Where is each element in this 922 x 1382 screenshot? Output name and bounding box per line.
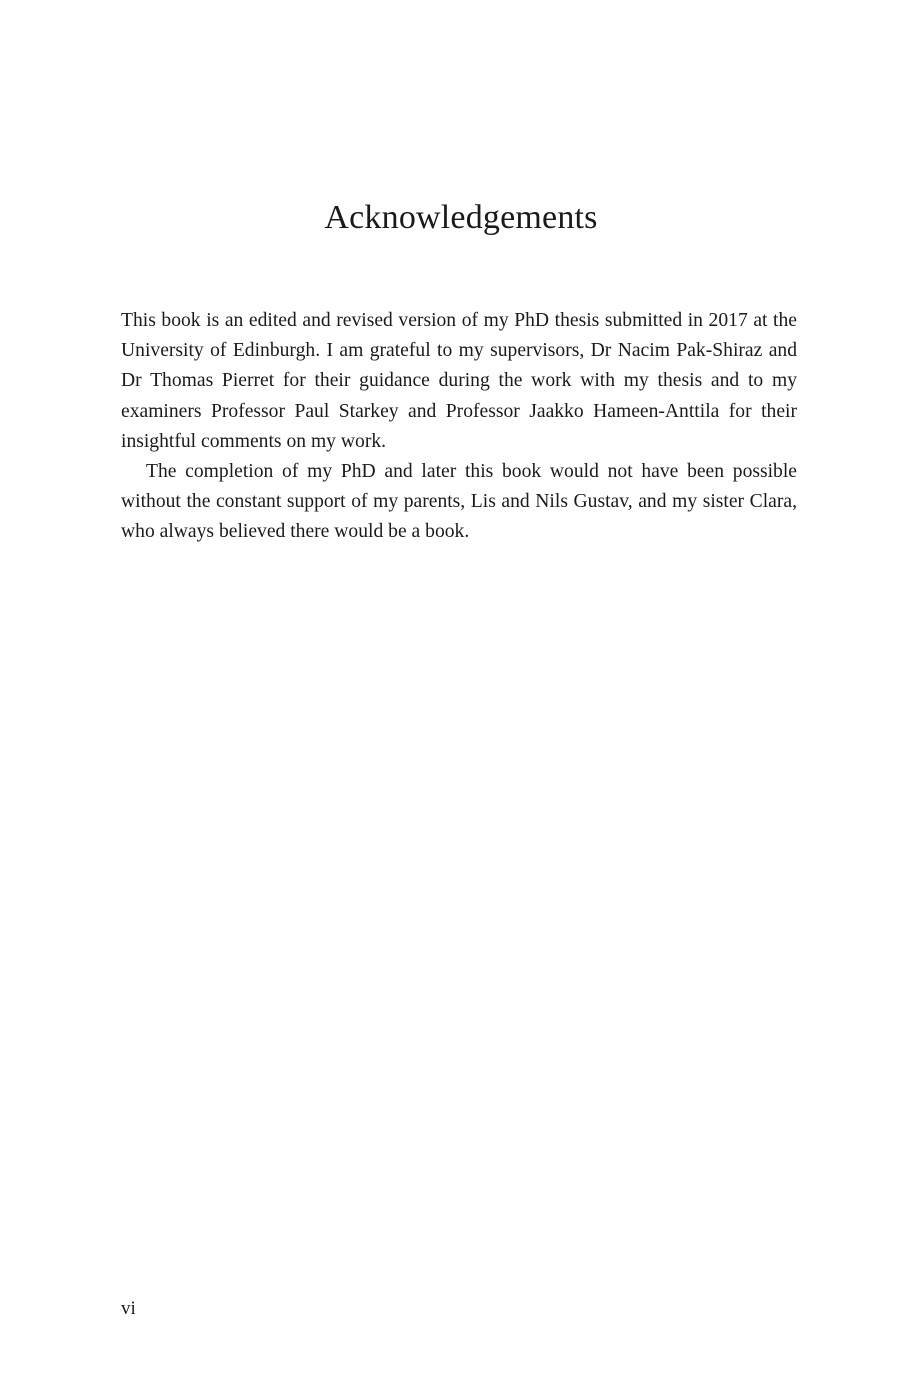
page-title: Acknowledgements <box>324 199 598 236</box>
page-number: vi <box>121 1298 136 1319</box>
paragraph-1: This book is an edited and revised version of my PhD thesis submitted in 2017 at the University of Edinburgh. I am grateful to my supervisors, Dr Nacim Pak-Shiraz and Dr Thomas Pierret for their guidance during the work with my thesis and to my examiners Professor Paul Starkey and Professor Jaakko Hameen-Anttila for their insightful comments on my work. <box>121 310 797 452</box>
paragraph-2: The completion of my PhD and later this book would not have been possible without the constant support of my parents, Lis and Nils Gustav, and my sister Clara, who always believed there would be a book. <box>121 461 797 543</box>
acknowledgements-body <box>121 306 797 548</box>
